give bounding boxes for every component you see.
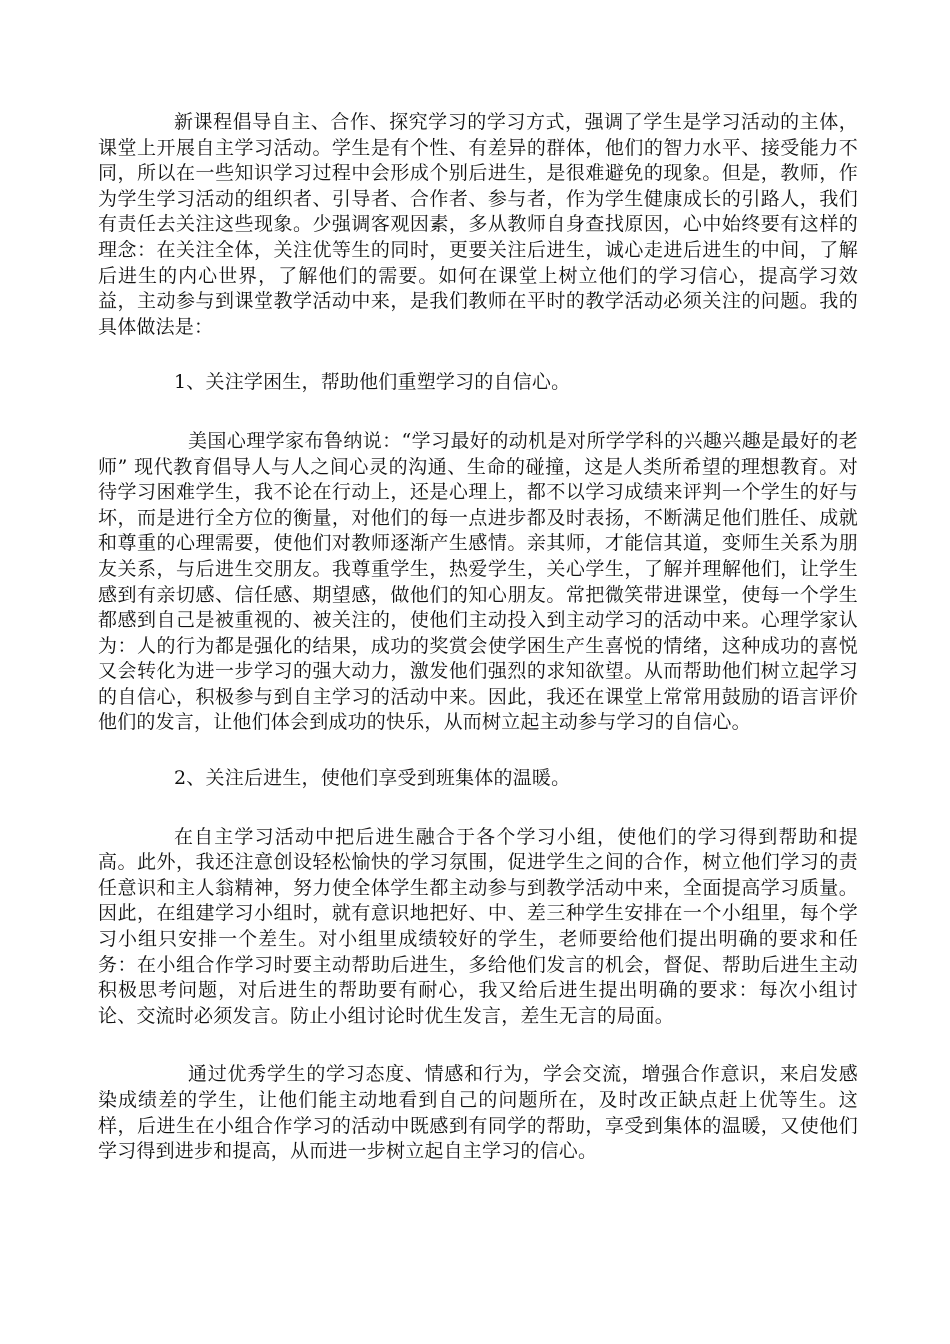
- document-body: [98, 110, 858, 1165]
- spacer: [98, 1029, 858, 1062]
- intro-paragraph: 新课程倡导自主、合作、探究学习的学习方式，强调了学生是学习活动的主体，课堂上开展自主学习活动。学生是有个性、有差异的群体，他们的智力水平、接受能力不同，所以在一些知识学习过程中会形成个别后进生，是很难避免的现象。但是，教师，作为学生学习活动的组织者、引导者、合作者、参与者，作为学生健康成长的引路人，我们有责任去关注这些现象。少强调客观因素，多从教师自身查找原因，心中始终要有这样的理念：在关注全体，关注优等生的同时，更要关注后进生，诚心走进后进生的中间，了解后进生的内心世界，了解他们的需要。如何在课堂上树立他们的学习信心，提高学习效益，主动参与到课堂教学活动中来，是我们教师在平时的教学活动必须关注的问题。我的具体做法是：: [98, 111, 858, 338]
- section-1-paragraph: 美国心理学家布鲁纳说：“学习最好的动机是对所学学科的兴趣兴趣是最好的老师” 现代教育倡导人与人之间心灵的沟通、生命的碰撞，这是人类所希望的理想教育。对待学习困难学生，我不论在行动上，还是心理上，都不以学习成绩来评判一个学生的好与坏，而是进行全方位的衡量，对他们的每一点进步都及时表扬，不断满足他们胜任、成就和尊重的心理需要，使他们对教师逐渐产生感情。亲其师，才能信其道，变师生关系为朋友关系，与后进生交朋友。我尊重学生，热爱学生，关心学生，了解并理解他们，让学生感到有亲切感、信任感、期望感，做他们的知心朋友。常把微笑带进课堂，使每一个学生都感到自己是被重视的、被关注的，使他们主动投入到主动学习的活动中来。心理学家认为：人的行为都是强化的结果，成功的奖赏会使学困生产生喜悦的情绪，这种成功的喜悦又会转化为进一步学习的强大动力，激发他们强烈的求知欲望。从而帮助他们树立起学习的自信心，积极参与到自主学习的活动中来。因此，我还在课堂上常常用鼓励的语言评价他们的发言，让他们体会到成功的快乐，从而树立起主动参与学习的自信心。: [98, 429, 858, 734]
- spacer: [98, 792, 858, 825]
- closing-paragraph: 通过优秀学生的学习态度、情感和行为，学会交流，增强合作意识，来启发感染成绩差的学生，让他们能主动地看到自己的问题所在，及时改正缺点赶上优等生。这样，后进生在小组合作学习的活动中既感到有同学的帮助，享受到集体的温暖，又使他们学习得到进步和提高，从而进一步树立起自主学习的信心。: [98, 1063, 858, 1163]
- spacer: [98, 340, 858, 370]
- section-heading-2: 2、关注后进生，使他们享受到班集体的温暖。: [174, 767, 571, 790]
- section-heading-1: 1、关注学困生，帮助他们重塑学习的自信心。: [174, 371, 571, 394]
- section-2-paragraph: 在自主学习活动中把后进生融合于各个学习小组，使他们的学习得到帮助和提高。此外，我还注意创设轻松愉快的学习氛围，促进学生之间的合作，树立他们学习的责任意识和主人翁精神，努力使全体学生都主动参与到教学活动中来，全面提高学习质量。因此，在组建学习小组时，就有意识地把好、中、差三种学生安排在一个小组里，每个学习小组只安排一个差生。对小组里成绩较好的学生，老师要给他们提出明确的要求和任务：在小组合作学习时要主动帮助后进生，多给他们发言的机会，督促、帮助后进生主动积极思考问题，对后进生的帮助要有耐心，我又给后进生提出明确的要求：每次小组讨论、交流时必须发言。防止小组讨论时优生发言，差生无言的局面。: [98, 825, 858, 1027]
- spacer: [98, 396, 858, 429]
- spacer: [98, 736, 858, 766]
